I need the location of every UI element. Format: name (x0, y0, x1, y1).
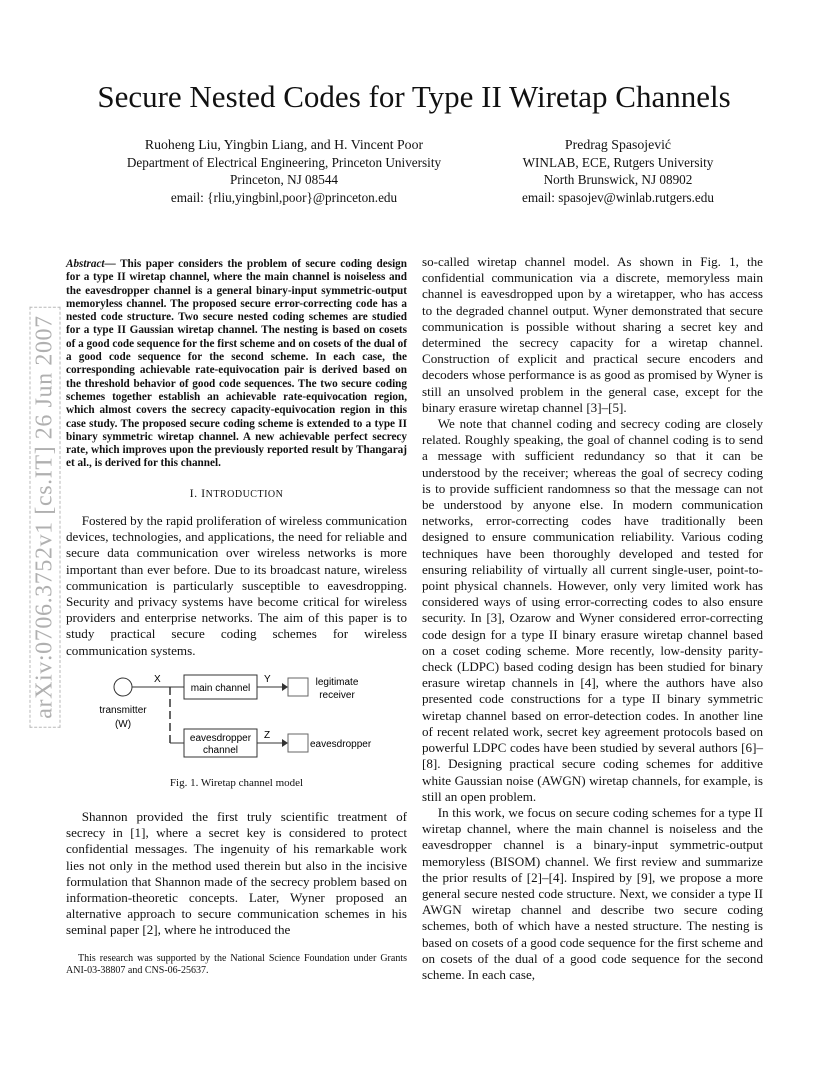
paragraph: We note that channel coding and secrecy coding are closely related. Roughly speaking, the goal of channel coding is to send a message with sufficient redundancy so that it can be understood by the receiver; whereas the goal of secrecy coding is to provide sufficient randomness so that the message can not be understood by anyone else. In modern communication networks, error-correcting codes have traditionally been designed to ensure communication reliability. Various coding techniques have been thoroughly developed and tested for ensuring reliability of virtually all current single-user, point-to-point physical channels. However, only very limited work has considered ways of using error-correcting codes to also ensure security. In [3], Ozarow and Wyner considered error-correcting code design for a type II binary erasure wiretap channel based on a coset coding scheme. More recently, low-density parity-check (LDPC) based coding design has been studied for binary erasure wiretap channels in [4], where the authors have also presented code constructions for a type II binary symmetric wiretap channel based on error-detection codes. In another line of recent related work, secret key agreement protocols based on powerful LDPC codes have been studied by several authors [6]–[8]. Designing practical secure coding schemes for additive white Gaussian noise (AWGN) wiretap channels, for example, is still an open problem. (422, 416, 763, 804)
author-address: Princeton, NJ 08544 (229, 172, 339, 187)
author-email: email: spasojev@winlab.rutgers.edu (522, 189, 714, 205)
author-address: North Brunswick, NJ 08902 (543, 172, 693, 187)
transmitter-label: transmitter (99, 704, 147, 716)
arxiv-identifier: arXiv:0706.3752v1 [cs.IT] 26 Jun 2007 (30, 306, 61, 727)
section-heading: I. INTRODUCTION (189, 485, 284, 500)
eavesdropper-box (288, 734, 308, 752)
left-column (66, 258, 407, 977)
author-names: Predrag Spasojević (564, 137, 672, 152)
y-label: Y (264, 673, 271, 685)
receiver-label: legitimate (315, 676, 359, 688)
author-block-right (484, 136, 752, 206)
wiretap-diagram (66, 673, 407, 773)
right-column (422, 254, 763, 983)
figure-caption: Fig. 1. Wiretap channel model (169, 776, 304, 789)
z-label: Z (264, 729, 271, 741)
receiver-label: receiver (319, 689, 355, 701)
abstract-text: — This paper considers the problem of secure coding design for a type II wiretap channel, where the main channel is noiseless and the eavesdropper channel is a general binary-input symmetric-output memoryless channel. The proposed secure error-correcting code has a nested code structure. Two secure nested coding schemes are studied for a type II Gaussian wiretap channel. The nesting is based on cosets of a good code sequence for the first scheme and on cosets of the dual of a good code sequence for the second scheme. In each case, the corresponding achievable rate-equivocation pair is derived based on the threshold behavior of good code sequences. The two secure coding schemes together establish an achievable rate-equivocation region, which almost covers the secrecy capacity-equivocation region in this case study. The proposed secure coding scheme is extended to a type II binary symmetric wiretap channel. A new achievable perfect secrecy rate, which improves upon the previously reported result by Thangaraj et al., is derived for this channel. (66, 258, 407, 470)
figure-wiretap-model (66, 673, 407, 773)
paragraph: Shannon provided the first truly scientific treatment of secrecy in [1], where a secret key is considered to protect confidential messages. The ingenuity of his remarkable work lies not only in the method used therein but also in the incisive formulation that Shannon made of the secrecy problem based on information-theoretic concepts. Later, Wyner proposed an alternative approach to secure communication schemes in his seminal paper [2], where he introduced the (66, 808, 407, 938)
eavesdropper-channel-label: channel (202, 744, 239, 756)
eavesdropper-channel-label: eavesdropper (189, 732, 252, 744)
paper-title: Secure Nested Codes for Type II Wiretap Channels (97, 79, 731, 114)
footnote: This research was supported by the National Science Foundation under Grants ANI-03-38807 and CNS-06-25637. (66, 952, 407, 976)
eavesdropper-label: eavesdropper (310, 738, 372, 750)
paragraph: Fostered by the rapid proliferation of wireless communication devices, technologies, and applications, the need for reliable and secure data communication over wireless networks is more important than ever before. Due to its broadcast nature, wireless communication is particularly susceptible to eavesdropping. Security and privacy systems have become critical for wireless providers and enterprise networks. The aim of this paper is to study practical secure coding schemes for wireless communication systems. (66, 512, 407, 658)
main-channel-label: main channel (190, 682, 251, 694)
author-affiliation: Department of Electrical Engineering, Princeton University (126, 154, 442, 170)
abstract (66, 258, 407, 471)
paragraph: In this work, we focus on secure coding schemes for a type II wiretap channel, where the main channel is noiseless and the eavesdropper channel is a binary-input symmetric-output memoryless (BISOM) channel. We first review and summarize the prior results of [2]–[4]. Inspired by [9], we propose a more general secure nested code structure. Next, we consider a type II AWGN wiretap channel and describe two secure coding schemes, both of which have a nested structure. The nesting is based on cosets of a good code sequence for the first scheme and on cosets of the dual of a good code sequence for the second scheme. In each case, (422, 804, 763, 982)
transmitter-node (114, 678, 132, 696)
author-block-left (84, 136, 484, 206)
author-affiliation: WINLAB, ECE, Rutgers University (522, 154, 714, 170)
arxiv-watermark (30, 282, 60, 752)
author-names: Ruoheng Liu, Yingbin Liang, and H. Vincent Poor (144, 137, 424, 152)
x-label: X (154, 673, 161, 685)
receiver-box (288, 678, 308, 696)
message-label: (W) (114, 718, 132, 730)
paragraph: so-called wiretap channel model. As shown in Fig. 1, the confidential communication via a discrete, memoryless main channel is eavesdropped upon by a wiretapper, who has access to the degraded channel output. Wyner demonstrated that secure communication is possible without sharing a secret key and determined the secrecy capacity for a wiretap channel. Construction of explicit and practical secure encoders and decoders whose performance is as good as promised by Wyner is still an unsolved problem in the general case, except for the binary erasure wiretap channel [3]–[5]. (422, 254, 763, 415)
abstract-label: Abstract (66, 258, 105, 270)
author-email: email: {rliu,yingbinl,poor}@princeton.edu (170, 189, 398, 205)
